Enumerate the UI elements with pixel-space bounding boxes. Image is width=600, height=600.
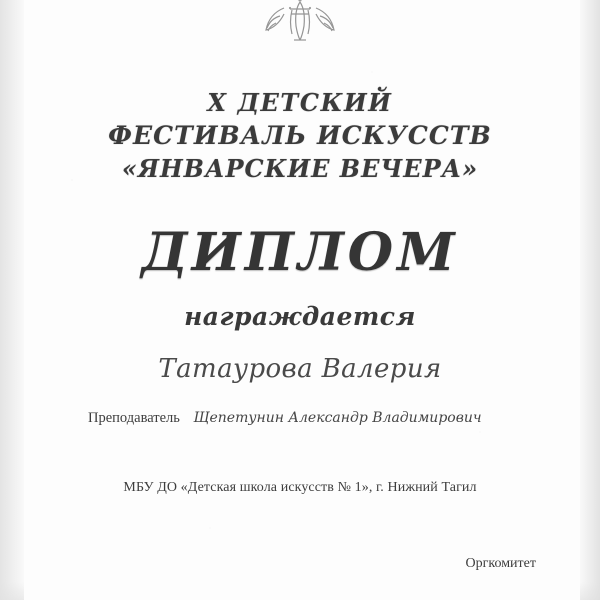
festival-title-line-2: ФЕСТИВАЛЬ ИСКУССТВ: [108, 121, 492, 150]
lyre-with-laurel-emblem: [0, 0, 600, 48]
festival-title: [0, 86, 600, 185]
award-title: ДИПЛОМ: [141, 222, 459, 283]
awarded-text: награждается: [184, 302, 416, 331]
organization-line: МБУ ДО «Детская школа искусств № 1», г. Нижний Тагил: [123, 480, 477, 495]
teacher-label: Преподаватель: [88, 410, 180, 426]
recipient-name: Татаурова Валерия: [158, 354, 442, 384]
festival-title-line-1: X ДЕТСКИЙ: [207, 88, 393, 117]
teacher-row: [88, 410, 540, 427]
festival-title-line-3: «ЯНВАРСКИЕ ВЕЧЕРА»: [121, 154, 479, 183]
teacher-name: Щепетунин Александр Владимирович: [193, 410, 482, 426]
signatory: Оргкомитет: [465, 556, 536, 571]
